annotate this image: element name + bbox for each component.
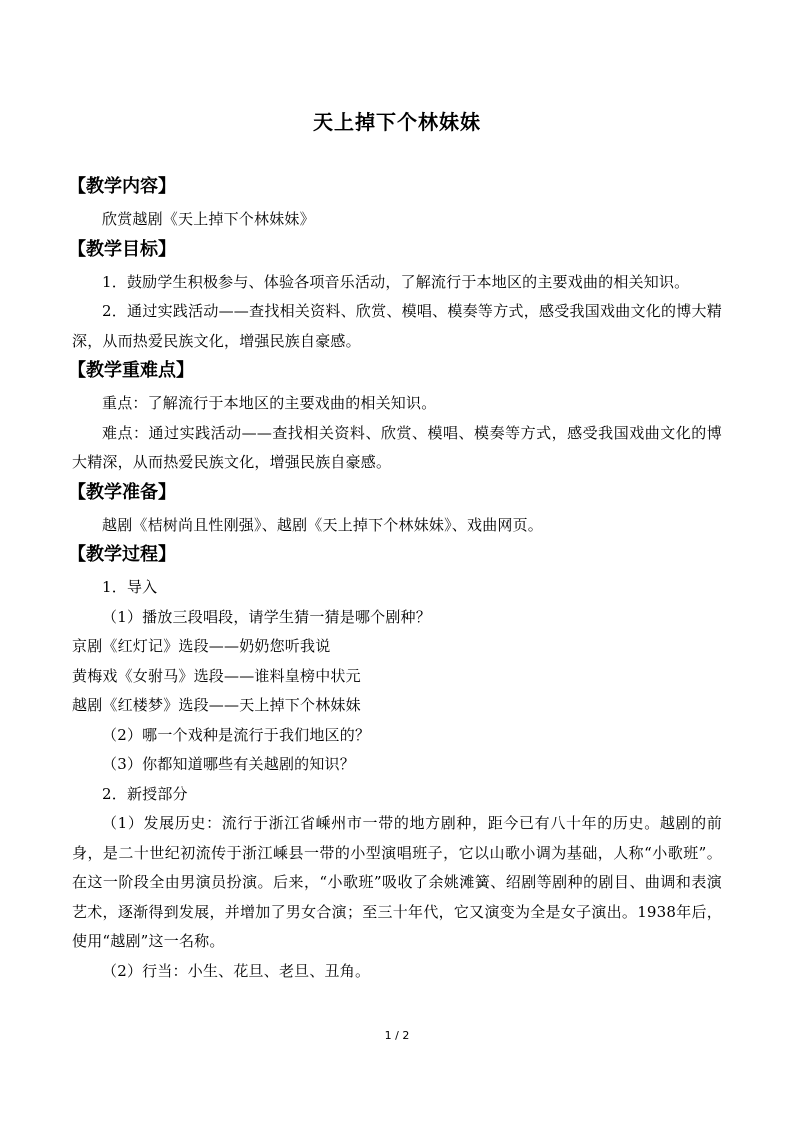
content-paragraph: 欣赏越剧《天上掉下个林妹妹》: [102, 210, 315, 228]
section-heading-goals: 【教学目标】: [68, 238, 176, 260]
process-example-huangmei: 黄梅戏《女驸马》选段——谁料皇榜中状元: [72, 666, 361, 685]
process-step-new: 2．新授部分: [102, 784, 188, 803]
goals-paragraph-1: 1．鼓励学生积极参与、体验各项音乐活动，了解流行于本地区的主要戏曲的相关知识。: [102, 272, 690, 291]
process-example-jingju: 京剧《红灯记》选段——奶奶您听我说: [72, 637, 331, 655]
preparation-paragraph: 越剧《桔树尚且性刚强》、越剧《天上掉下个林妹妹》、戏曲网页。: [102, 515, 544, 534]
process-question-2: （2）哪一个戏种是流行于我们地区的？: [102, 725, 371, 744]
process-question-3: （3）你都知道哪些有关越剧的知识？: [102, 755, 355, 773]
section-heading-content: 【教学内容】: [68, 176, 176, 197]
page-title: 天上掉下个林妹妹: [313, 110, 481, 134]
process-history-paragraph: （1）发展历史：流行于浙江省嵊州市一带的地方剧种，距今已有八十年的历史。越剧的前身，是二十世纪初流传于浙江嵊县一带的小型演唱班子，它以山歌小调为基础，人称“小歌班”。在这一阶段全由男演员扮演。后来，“小歌班”吸收了余姚滩簧、绍剧等剧种的剧目、曲调和表演艺术，逐渐得到发展，并增加了男女合演；至三十年代，它又演变为全是女子演出。1938年后，使用“越剧”这一名称。: [72, 814, 722, 950]
process-roles-paragraph: （2）行当：小生、花旦、老旦、丑角。: [102, 961, 371, 980]
key-point-paragraph: 重点：了解流行于本地区的主要戏曲的相关知识。: [102, 394, 437, 412]
section-heading-key-points: 【教学重难点】: [68, 360, 194, 381]
document-body: [68, 172, 722, 986]
goals-paragraph-2: 2．通过实践活动——查找相关资料、欣赏、模唱、模奏等方式，感受我国戏曲文化的博大精深，从而热爱民族文化，增强民族自豪感。: [72, 302, 722, 350]
process-step-intro: 1．导入: [102, 578, 158, 596]
process-question-1: （1）播放三段唱段，请学生猜一猜是哪个剧种？: [102, 607, 431, 626]
section-heading-process: 【教学过程】: [68, 544, 176, 565]
process-example-yueju: 越剧《红楼梦》选段——天上掉下个林妹妹: [72, 696, 361, 714]
section-heading-preparation: 【教学准备】: [68, 481, 176, 503]
difficulty-paragraph: 难点：通过实践活动——查找相关资料、欣赏、模唱、模奏等方式，感受我国戏曲文化的博大精深，从而热爱民族文化，增强民族自豪感。: [72, 423, 722, 471]
page-number: 1 / 2: [384, 1029, 410, 1042]
